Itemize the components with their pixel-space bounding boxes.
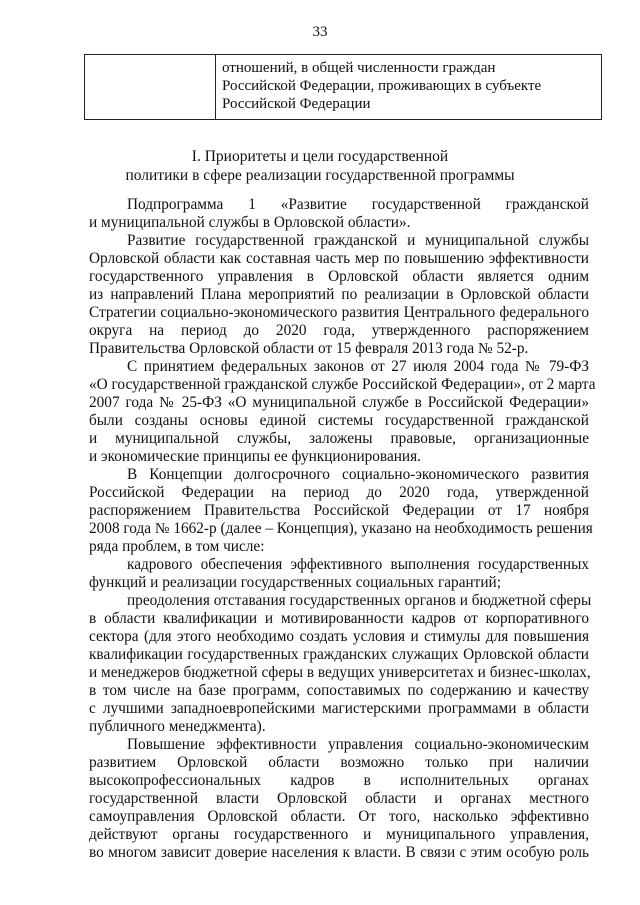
body-line: функций и реализации государственных социальных гарантий; xyxy=(89,574,501,591)
section-heading xyxy=(0,147,640,185)
page-number: 33 xyxy=(312,24,328,40)
body-line: квалификации государственных гражданских служащих Орловской области xyxy=(89,646,589,663)
table-cell-line: Российской Федерации xyxy=(222,96,371,112)
heading-line: политики в сфере реализации государственной программы xyxy=(125,167,515,184)
table-cell-line: Российской Федерации, проживающих в субъекте xyxy=(222,78,542,94)
body-line: и муниципальной службы, заложены правовые, организационные xyxy=(89,430,589,447)
table-cell-empty xyxy=(85,55,216,120)
continuation-table xyxy=(84,54,602,120)
body-line: действуют органы государственного и муниципального управления, xyxy=(89,826,589,843)
body-line: кадрового обеспечения эффективного выполнения государственных xyxy=(127,556,589,573)
body-line: Правительства Орловской области от 15 февраля 2013 года № 52-р. xyxy=(89,340,529,357)
body-line: высокопрофессиональных кадров в исполнительных органах xyxy=(89,772,589,789)
body-line: и менеджеров бюджетной сферы в ведущих университетах и бизнес-школах, xyxy=(89,664,591,681)
body-line: Российской Федерации на период до 2020 года, утвержденной xyxy=(89,484,589,501)
body-line: во многом зависит доверие населения к власти. В связи с этим особую роль xyxy=(89,844,589,861)
body-line: и муниципальной службы в Орловской области». xyxy=(89,214,411,231)
body-line: 2007 года № 25-ФЗ «О муниципальной службе в Российской Федерации» xyxy=(89,394,589,411)
body-line: в том числе на базе программ, сопоставимых по содержанию и качеству xyxy=(89,682,589,699)
body-line: и экономические принципы ее функционирования. xyxy=(89,448,421,465)
body-line: Подпрограмма 1 «Развитие государственной гражданской xyxy=(127,196,589,213)
body-line: Повышение эффективности управления социально-экономическим xyxy=(127,736,589,753)
body-line: публичного менеджмента). xyxy=(89,718,266,735)
body-line: сектора (для этого необходимо создать условия и стимулы для повышения xyxy=(89,628,589,645)
body-line: «О государственной гражданской службе Российской Федерации», от 2 марта xyxy=(89,376,596,393)
body-line: государственной власти Орловской области и органах местного xyxy=(89,790,589,807)
body-line: Стратегии социально-экономического развития Центрального федерального xyxy=(89,304,589,321)
body-text xyxy=(89,196,596,862)
body-line: самоуправления Орловской области. От того, насколько эффективно xyxy=(89,808,589,825)
body-line: в области квалификации и мотивированности кадров от корпоративного xyxy=(89,610,589,627)
table-cell-line: отношений, в общей численности граждан xyxy=(222,60,496,76)
body-line: распоряжением Правительства Российской Федерации от 17 ноября xyxy=(89,502,589,519)
body-line: с лучшими западноевропейскими магистерскими программами в области xyxy=(89,700,589,717)
body-line: В Концепции долгосрочного социально-экономического развития xyxy=(127,466,589,483)
body-line: были созданы основы единой системы государственной гражданской xyxy=(89,412,589,429)
body-line: Развитие государственной гражданской и муниципальной службы xyxy=(127,232,589,249)
body-line: государственного управления в Орловской области является одним xyxy=(89,268,589,285)
heading-line: I. Приоритеты и цели государственной xyxy=(191,148,449,165)
body-line: из направлений Плана мероприятий по реализации в Орловской области xyxy=(89,286,589,303)
body-line: ряда проблем, в том числе: xyxy=(89,538,265,555)
body-line: развитием Орловской области возможно только при наличии xyxy=(89,754,589,771)
body-line: Орловской области как составная часть мер по повышению эффективности xyxy=(89,250,589,267)
body-line: округа на период до 2020 года, утвержденного распоряжением xyxy=(89,322,589,339)
table-row xyxy=(85,55,602,120)
body-line: 2008 года № 1662-р (далее – Концепция), указано на необходимость решения xyxy=(89,520,593,537)
table-cell-text xyxy=(216,55,602,120)
body-line: преодоления отставания государственных органов и бюджетной сферы xyxy=(127,592,592,609)
body-line: С принятием федеральных законов от 27 июля 2004 года № 79-ФЗ xyxy=(127,358,589,375)
